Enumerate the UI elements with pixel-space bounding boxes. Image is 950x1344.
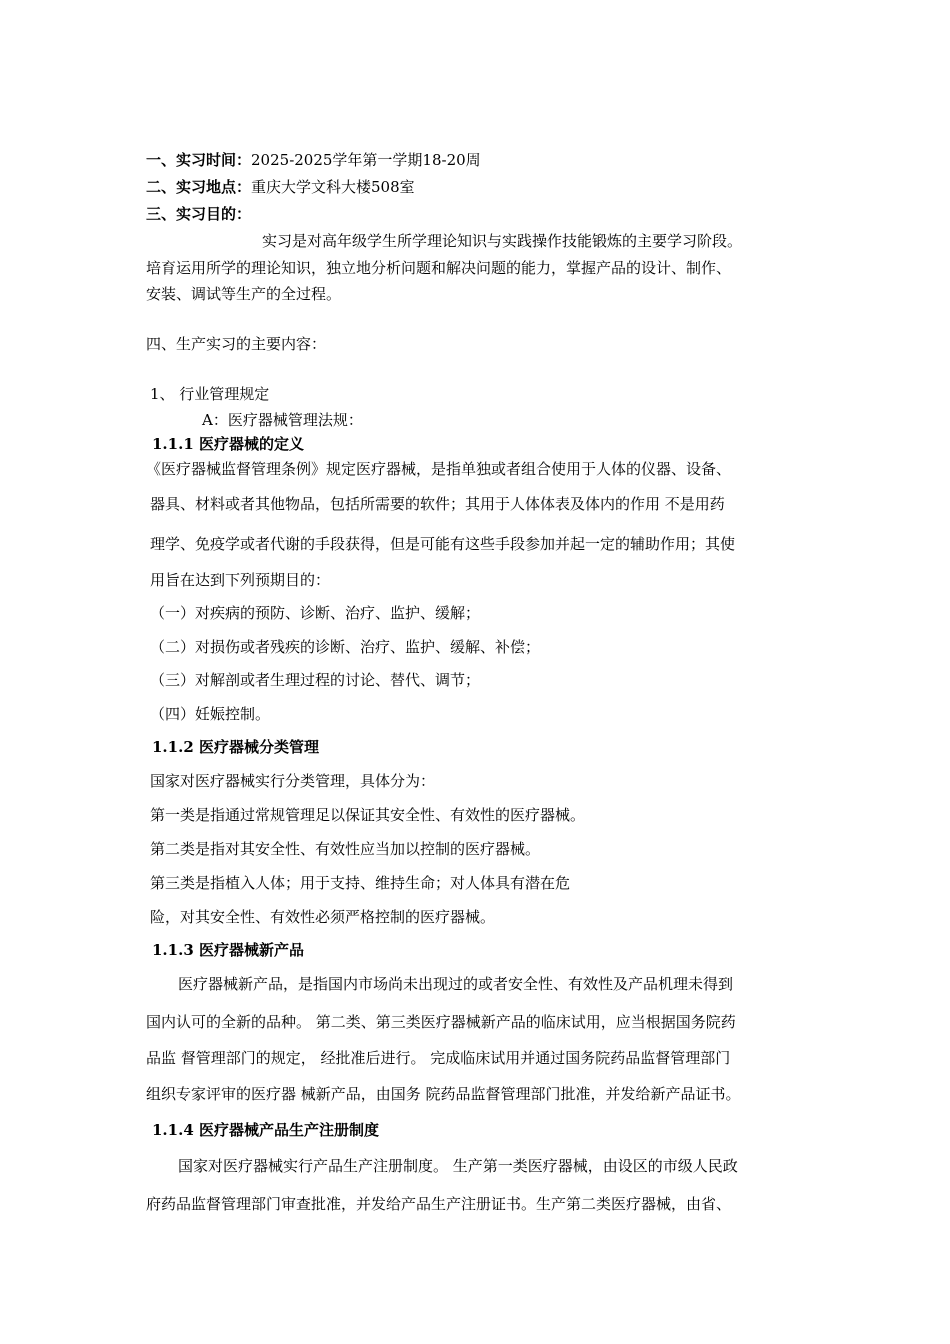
list-item: （四）妊娠控制。 bbox=[150, 705, 271, 723]
paragraph-line: 用旨在达到下列预期目的： bbox=[150, 571, 331, 589]
paragraph-line: 器具、材料或者其他物品，包括所需要的软件；其用于人体体表及体内的作用 不是用药 bbox=[150, 495, 725, 513]
purpose-paragraph-line: 实习是对高年级学生所学理论知识与实践操作技能锻炼的主要学习阶段。 bbox=[262, 232, 743, 250]
paragraph-line: 《医疗器械监督管理条例》规定医疗器械，是指单独或者组合使用于人体的仪器、设备、 bbox=[146, 460, 732, 478]
paragraph-line: 府药品监督管理部门审查批准，并发给产品生产注册证书。生产第二类医疗器械，由省、 bbox=[146, 1195, 732, 1213]
internship-place-line bbox=[146, 177, 415, 197]
paragraph-line: 第二类是指对其安全性、有效性应当加以控制的医疗器械。 bbox=[150, 840, 541, 858]
paragraph-line: 国家对医疗器械实行分类管理，具体分为： bbox=[150, 772, 436, 790]
heading-1-1-2: 1.1.2 医疗器械分类管理 bbox=[152, 738, 319, 756]
section-4-title: 四、生产实习的主要内容： bbox=[146, 335, 327, 353]
internship-purpose-label: 三、实习目的： bbox=[146, 205, 252, 223]
internship-time-label: 一、实习时间： bbox=[146, 151, 252, 169]
heading-1-1-3: 1.1.3 医疗器械新产品 bbox=[152, 941, 304, 959]
paragraph-line: 第三类是指植入人体；用于支持、维持生命；对人体具有潜在危 bbox=[150, 874, 571, 892]
item-1-a: A：医疗器械管理法规： bbox=[202, 411, 363, 429]
list-item: （二）对损伤或者残疾的诊断、治疗、监护、缓解、补偿； bbox=[150, 638, 541, 656]
internship-time-value: 2025-2025学年第一学期18-20周 bbox=[251, 151, 481, 169]
internship-place-label: 二、实习地点： bbox=[146, 178, 252, 196]
paragraph-line: 第一类是指通过常规管理足以保证其安全性、有效性的医疗器械。 bbox=[150, 806, 586, 824]
paragraph-line: 组织专家评审的医疗器 械新产品，由国务 院药品监督管理部门批准，并发给新产品证书。 bbox=[146, 1085, 741, 1103]
list-item: （三）对解剖或者生理过程的讨论、替代、调节； bbox=[150, 671, 481, 689]
list-item: （一）对疾病的预防、诊断、治疗、监护、缓解； bbox=[150, 604, 481, 622]
paragraph-line: 险，对其安全性、有效性必须严格控制的医疗器械。 bbox=[150, 908, 496, 926]
heading-1-1-1: 1.1.1 医疗器械的定义 bbox=[152, 435, 304, 453]
purpose-paragraph-line: 安装、调试等生产的全过程。 bbox=[146, 285, 342, 303]
purpose-paragraph-line: 培育运用所学的理论知识，独立地分析问题和解决问题的能力，掌握产品的设计、制作、 bbox=[146, 259, 732, 277]
heading-1-1-4: 1.1.4 医疗器械产品生产注册制度 bbox=[152, 1121, 379, 1139]
paragraph-line: 医疗器械新产品，是指国内市场尚未出现过的或者安全性、有效性及产品机理未得到 bbox=[178, 975, 734, 993]
paragraph-line: 理学、免疫学或者代谢的手段获得，但是可能有这些手段参加并起一定的辅助作用；其使 bbox=[150, 535, 736, 553]
internship-place-value: 重庆大学文科大楼508室 bbox=[251, 178, 415, 196]
internship-time-line bbox=[146, 150, 481, 170]
paragraph-line: 国家对医疗器械实行产品生产注册制度。 生产第一类医疗器械，由设区的市级人民政 bbox=[178, 1157, 738, 1175]
item-1-title: 1、 行业管理规定 bbox=[150, 385, 270, 403]
paragraph-line: 品监 督管理部门的规定， 经批准后进行。 完成临床试用并通过国务院药品监督管理部门 bbox=[146, 1049, 731, 1067]
paragraph-line: 国内认可的全新的品种。 第二类、第三类医疗器械新产品的临床试用，应当根据国务院药 bbox=[146, 1013, 736, 1031]
